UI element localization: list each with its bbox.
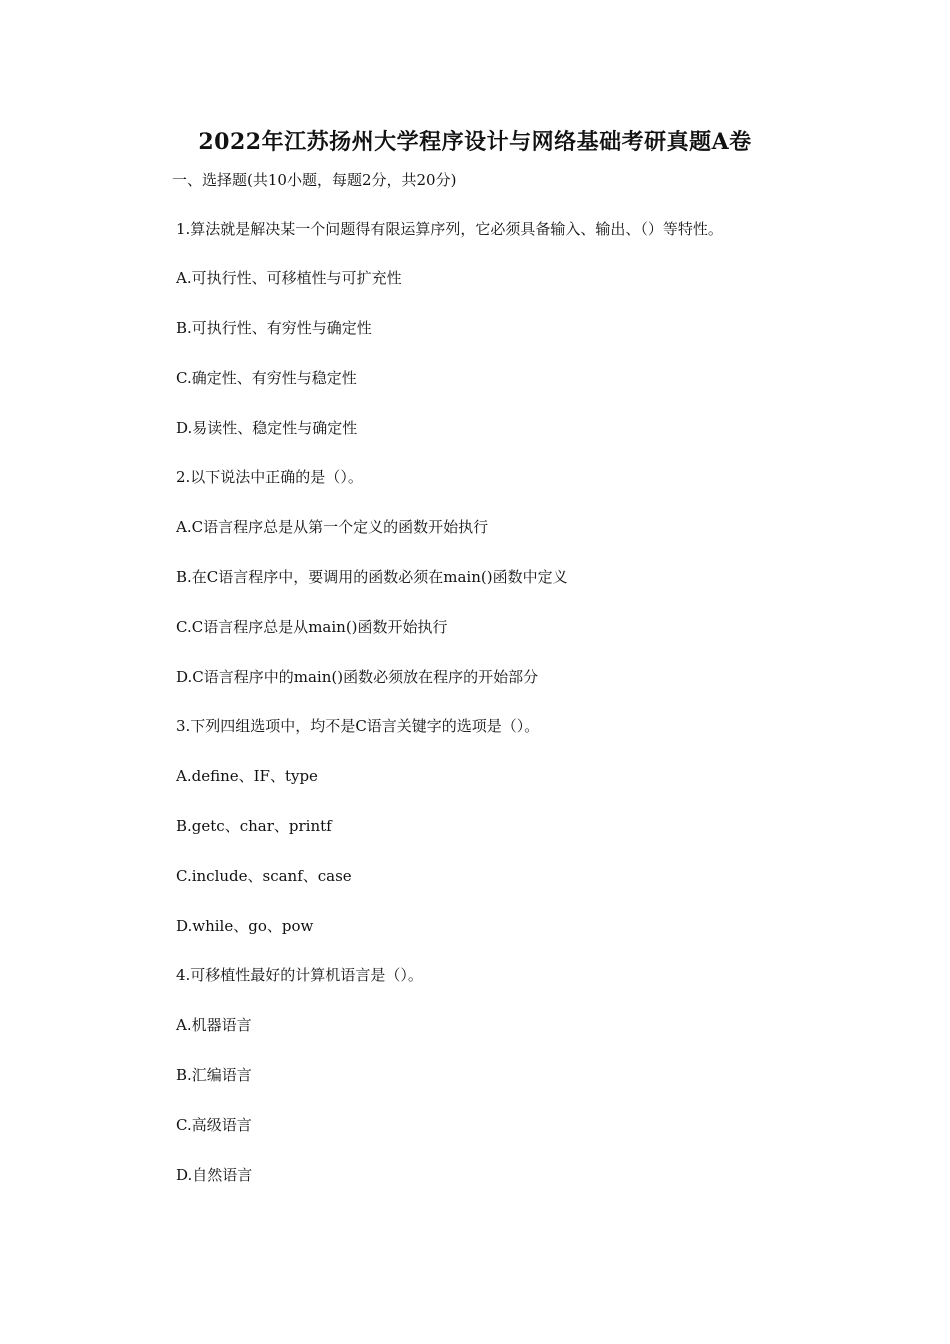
question-1-option-b: B.可执行性、有穷性与确定性	[176, 319, 372, 337]
question-3-stem: 3.下列四组选项中，均不是C语言关键字的选项是（）。	[176, 717, 540, 735]
question-1-stem: 1.算法就是解决某一个问题得有限运算序列，它必须具备输入、输出、（）等特性。	[176, 220, 723, 238]
question-2-option-a: A.C语言程序总是从第一个定义的函数开始执行	[176, 518, 489, 536]
question-4-option-d: D.自然语言	[176, 1166, 253, 1184]
question-1-option-a: A.可执行性、可移植性与可扩充性	[176, 269, 402, 287]
question-4-option-c: C.高级语言	[176, 1116, 252, 1134]
question-3-option-d: D.while、go、pow	[176, 917, 314, 935]
question-4-option-a: A.机器语言	[176, 1016, 252, 1034]
question-3-option-a: A.define、IF、type	[176, 767, 318, 785]
question-2-stem: 2.以下说法中正确的是（）。	[176, 468, 363, 486]
question-4-stem: 4.可移植性最好的计算机语言是（）。	[176, 966, 423, 984]
question-3-option-c: C.include、scanf、case	[176, 867, 352, 885]
question-2-option-d: D.C语言程序中的main()函数必须放在程序的开始部分	[176, 668, 539, 686]
question-2-option-b: B.在C语言程序中，要调用的函数必须在main()函数中定义	[176, 568, 568, 586]
question-1-option-c: C.确定性、有穷性与稳定性	[176, 369, 357, 387]
question-3-option-b: B.getc、char、printf	[176, 817, 332, 835]
question-1-option-d: D.易读性、稳定性与确定性	[176, 419, 358, 437]
page-title: 2022年江苏扬州大学程序设计与网络基础考研真题A卷	[198, 129, 752, 155]
question-4-option-b: B.汇编语言	[176, 1066, 252, 1084]
section-heading: 一、选择题(共10小题，每题2分，共20分)	[172, 171, 457, 189]
question-2-option-c: C.C语言程序总是从main()函数开始执行	[176, 618, 448, 636]
